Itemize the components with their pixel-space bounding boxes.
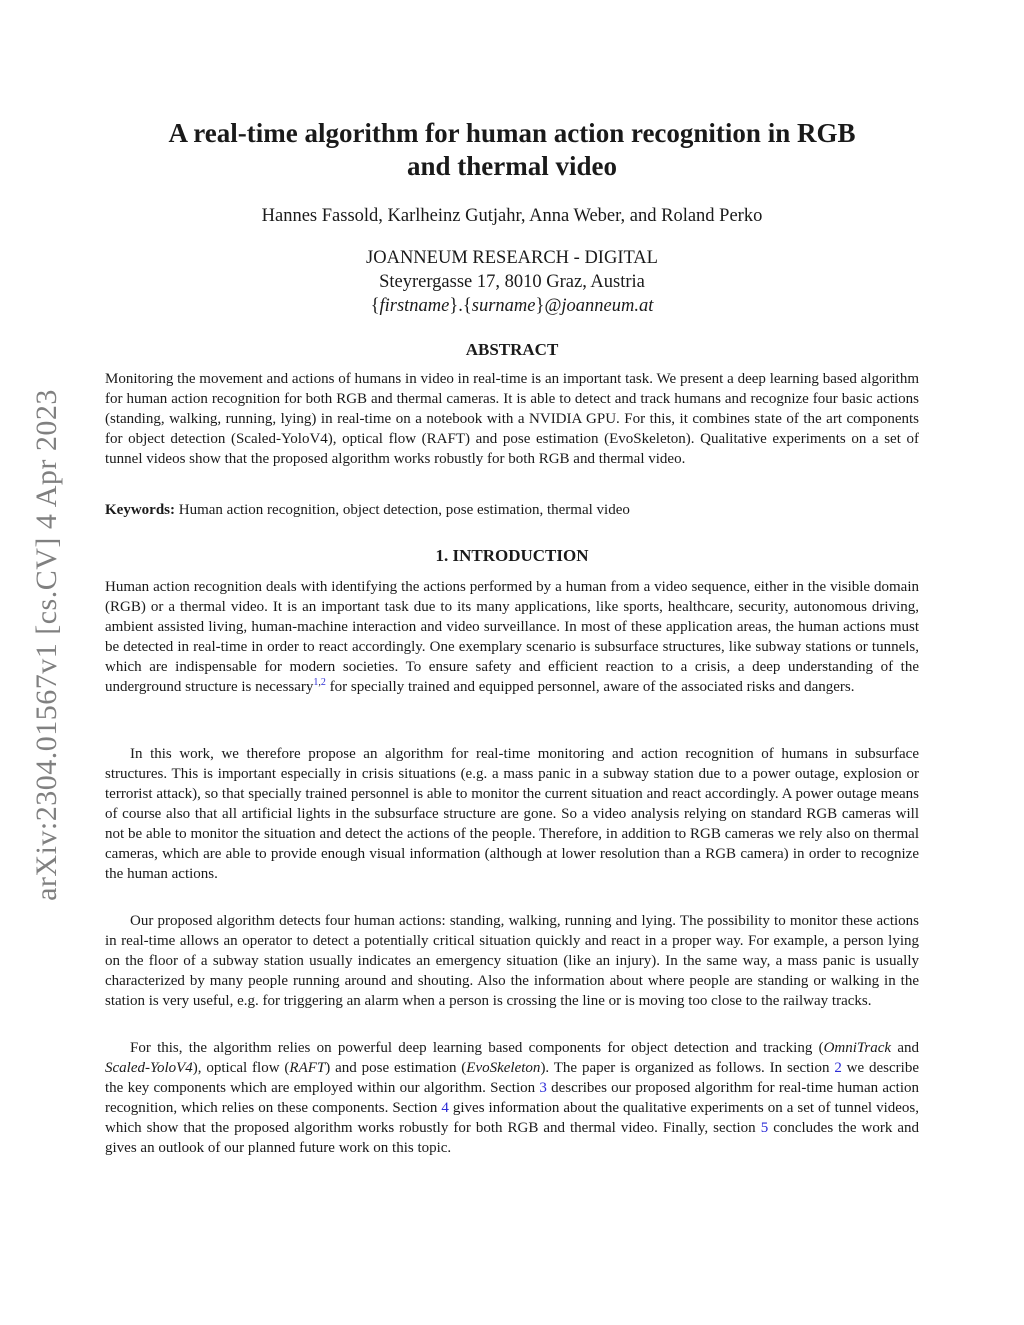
author-list: Hannes Fassold, Karlheinz Gutjahr, Anna Weber, and Roland Perko [261, 206, 763, 226]
email-brace-open: { [370, 296, 380, 316]
evoskeleton-term: EvoSkeleton [466, 1060, 541, 1076]
footnote-ref-2[interactable]: 2 [320, 677, 326, 688]
intro-p4-text: and [891, 1040, 919, 1056]
intro-p4-text: concludes the work and gives an outlook of our planned future work on this topic. [105, 1120, 919, 1156]
affiliation-block [0, 246, 1024, 318]
affiliation-email [0, 294, 1024, 318]
intro-paragraph-4 [105, 1038, 919, 1158]
raft-term: RAFT [289, 1060, 326, 1076]
keywords-line [105, 500, 919, 520]
intro-p4-text: we describe the key components which are employed within our algorithm. Section [105, 1060, 919, 1096]
section-ref-3[interactable]: 3 [539, 1080, 547, 1096]
abstract-text: Monitoring the movement and actions of humans in video in real-time is an important task. We present a deep learning based algorithm for human action recognition for both RGB and thermal cameras. It is able to detect and track humans and recognize four basic actions (standing, walking, running, lying) in real-time on a notebook with a NVIDIA GPU. For this, it combines state of the art components for object detection (Scaled-YoloV4), optical flow (RAFT) and pose estimation (EvoSkeleton). Qualitative experiments on a set of tunnel videos show that the proposed algorithm works robustly for both RGB and thermal video. [105, 371, 919, 467]
email-domain: @joanneum.at [544, 296, 654, 316]
footnote-separator: , [318, 677, 321, 688]
arxiv-identifier: arXiv:2304.01567v1 [cs.CV] 4 Apr 2023 [30, 389, 64, 901]
omnitrack-term: OmniTrack [823, 1040, 892, 1056]
email-brace-close: } [535, 296, 545, 316]
email-firstname: firstname [379, 296, 450, 316]
intro-p4-text: ), optical flow ( [192, 1060, 290, 1076]
paper-title [0, 117, 1024, 183]
intro-p4-text: ) and pose estimation ( [325, 1060, 467, 1076]
intro-p4-text: ). The paper is organized as follows. In section [540, 1060, 835, 1076]
intro-paragraph-3: Our proposed algorithm detects four human actions: standing, walking, running and lying. The possibility to monitor these actions in real-time allows an operator to detect a potentially critical situation quickly and react in a proper way. For example, a person lying on the floor of a subway station usually indicates an emergency situation (like an injury). In the same way, a mass panic is usually characterized by many people running around and shouting. Also the information about where people are standing or walking in the station is very useful, e.g. for triggering an alarm when a person is crossing the line or is moving too close to the railway tracks. [105, 913, 919, 1009]
affiliation-organization: JOANNEUM RESEARCH - DIGITAL [366, 248, 658, 268]
arxiv-sidebar-stamp [27, 360, 67, 930]
intro-p1-text-b: for specially trained and equipped personnel, aware of the associated risks and dangers. [325, 679, 855, 695]
title-line-2: and thermal video [406, 151, 617, 181]
scaled-yolo-term: Scaled-YoloV4 [105, 1060, 193, 1076]
abstract-heading: ABSTRACT [465, 340, 559, 359]
affiliation-address: Steyrergasse 17, 8010 Graz, Austria [379, 272, 645, 292]
intro-p4-text: For this, the algorithm relies on powerful deep learning based components for object detection and tracking ( [130, 1040, 824, 1056]
intro-p4-text: describes our proposed algorithm for real-time human action recognition, which relies on these components. Section [105, 1080, 919, 1116]
footnote-markers [313, 677, 326, 688]
introduction-heading: 1. INTRODUCTION [435, 546, 589, 565]
intro-paragraph-2: In this work, we therefore propose an algorithm for real-time monitoring and action recognition of humans in subsurface structures. This is important especially in crisis situations (e.g. a mass panic in a subway station due to a power outage, explosion or terrorist attack), so that specially trained personnel is able to monitor the current situation and react accordingly. A power outage means of course also that all artificial lights in the subsurface structure are gone. So a video analysis relying on standard RGB cameras will not be able to monitor the situation and detect the actions of the people. Therefore, in addition to RGB cameras we rely also on thermal cameras, which are able to provide enough visual information (although at lower resolution than a RGB camera) in order to recognize the human actions. [105, 746, 919, 882]
section-ref-4[interactable]: 4 [441, 1100, 449, 1116]
keywords-text: Human action recognition, object detection, pose estimation, thermal video [178, 502, 630, 518]
section-ref-5[interactable]: 5 [760, 1120, 769, 1136]
email-brace-middle: }.{ [449, 296, 472, 316]
email-surname: surname [471, 296, 536, 316]
intro-p4-text: gives information about the qualitative experiments on a set of tunnel videos, which show that the proposed algorithm works robustly for both RGB and thermal video. Finally, section [105, 1100, 919, 1136]
intro-p1-text-a: Human action recognition deals with identifying the actions performed by a human from a video sequence, either in the visible domain (RGB) or a thermal video. It is an important task due to its many applications, like sports, healthcare, security, autonomous driving, ambient assisted living, human-machine interaction and video surveillance. In most of these application areas, the human actions must be detected in real-time in order to react accordingly. One exemplary scenario is subsurface structures, like subway stations or tunnels, which are indispensable for modern societies. To ensure safety and efficient reaction to a crisis, a deep understanding of the underground structure is necessary [105, 579, 919, 695]
footnote-ref-1[interactable]: 1 [313, 677, 319, 688]
section-ref-2[interactable]: 2 [834, 1060, 842, 1076]
keywords-label: Keywords: [105, 502, 175, 518]
intro-paragraph-1 [105, 577, 919, 697]
title-line-1: A real-time algorithm for human action recognition in RGB [168, 118, 856, 148]
